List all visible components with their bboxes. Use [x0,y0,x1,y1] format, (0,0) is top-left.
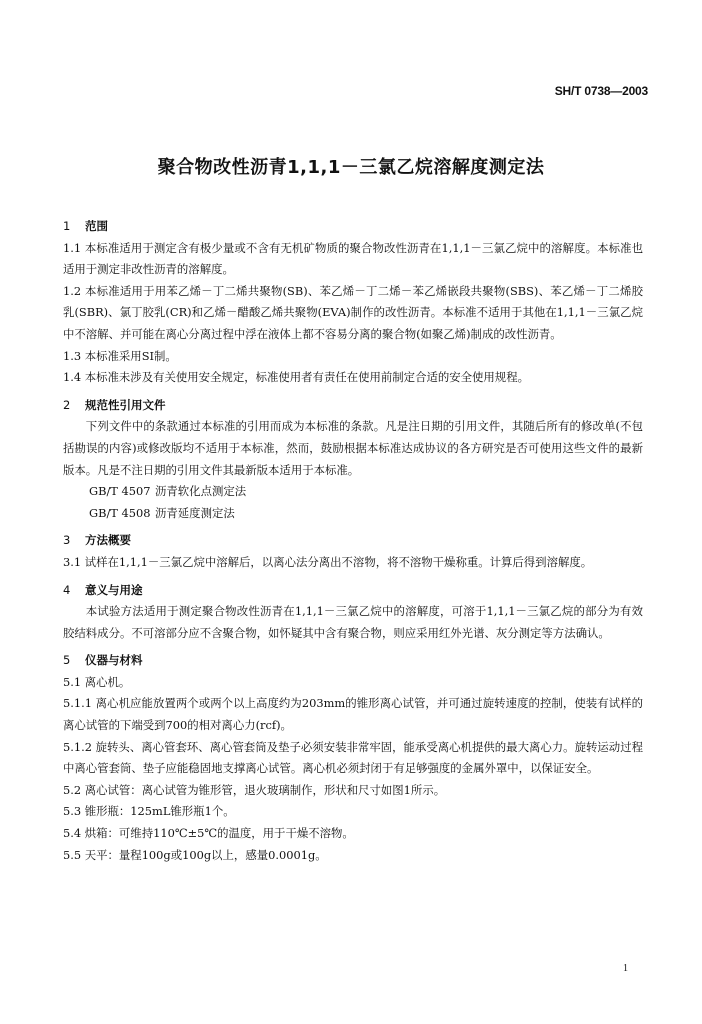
clause-5-1: 5.1 离心机。 [63,674,131,689]
section-heading-scope: 1 范围 [63,219,108,233]
section-heading-apparatus: 5 仪器与材料 [63,653,143,668]
significance-text: 本试验方法适用于测定聚合物改性沥青在1,1,1－三氯乙烷中的溶解度，可溶于1,1,1－三氯乙烷的部分为有效胶结料成分。不可溶部分应不含聚合物，如怀疑其中含有聚合物，则应采用红外光谱、灰分测定等方法确认。 [63,604,643,640]
clause-1-3: 1.3 本标准采用SI制。 [63,348,177,363]
clause-5-3: 5.3 锥形瓶：125mL锥形瓶1个。 [63,804,235,819]
document-body [63,216,643,866]
section-heading-significance: 4 意义与用途 [63,582,143,597]
standard-code: SH/T 0738—2003 [554,84,648,98]
clause-5-2: 5.2 离心试管：离心试管为锥形管，退火玻璃制作，形状和尺寸如图1所示。 [63,782,446,797]
references-intro: 下列文件中的条款通过本标准的引用而成为本标准的条款。凡是注日期的引用文件，其随后所有的修改单(不包括勘误的内容)或修改版均不适用于本标准，然而，鼓励根据本标准达成协议的各方研究是否可使用这些文件的最新版本。凡是不注日期的引用文件其最新版本适用于本标准。 [63,419,643,477]
clause-5-1-2: 5.1.2 旋转头、离心管套环、离心管套筒及垫子必须安装非常牢固，能承受离心机提供的最大离心力。旋转运动过程中离心管套筒、垫子应能稳固地支撑离心试管。离心机必须封闭于有足够强度的金属外罩中，以保证安全。 [63,739,643,776]
clause-5-5: 5.5 天平：量程100g或100g以上，感量0.0001g。 [63,847,327,862]
clause-5-4: 5.4 烘箱：可维持110℃±5℃的温度，用于干燥不溶物。 [63,826,354,841]
clause-5-1-1: 5.1.1 离心机应能放置两个或两个以上高度约为203mm的锥形离心试管，并可通过旋转速度的控制，使装有试样的离心试管的下端受到700的相对离心力(rcf)。 [63,696,643,733]
document-title: 聚合物改性沥青1,1,1－三氯乙烷溶解度测定法 [157,157,545,178]
section-heading-normative-references: 2 规范性引用文件 [63,397,166,412]
reference-item: GB/T 4507 沥青软化点测定法 [89,484,247,499]
page-number: 1 [623,963,628,974]
clause-3-1: 3.1 试样在1,1,1－三氯乙烷中溶解后，以离心法分离出不溶物，将不溶物干燥称重。计算后得到溶解度。 [63,554,593,569]
section-heading-method-summary: 3 方法概要 [63,533,131,548]
clause-1-4: 1.4 本标准未涉及有关使用安全规定，标准使用者有责任在使用前制定合适的安全使用规程。 [63,370,529,385]
clause-1-2: 1.2 本标准适用于用苯乙烯－丁二烯共聚物(SB)、苯乙烯－丁二烯－苯乙烯嵌段共聚物(SBS)、苯乙烯－丁二烯胶乳(SBR)、氯丁胶乳(CR)和乙烯－醋酸乙烯共聚物(EVA)制作的改性沥青。本标准不适用于其他在1,1,1－三氯乙烷中不溶解、并可能在离心分离过程中浮在液体上都不容易分离的聚合物(如聚乙烯)制成的改性沥青。 [63,283,643,341]
clause-1-1: 1.1 本标准适用于测定含有极少量或不含有无机矿物质的聚合物改性沥青在1,1,1－三氯乙烷中的溶解度。本标准也适用于测定非改性沥青的溶解度。 [63,240,643,277]
reference-item: GB/T 4508 沥青延度测定法 [89,505,235,520]
